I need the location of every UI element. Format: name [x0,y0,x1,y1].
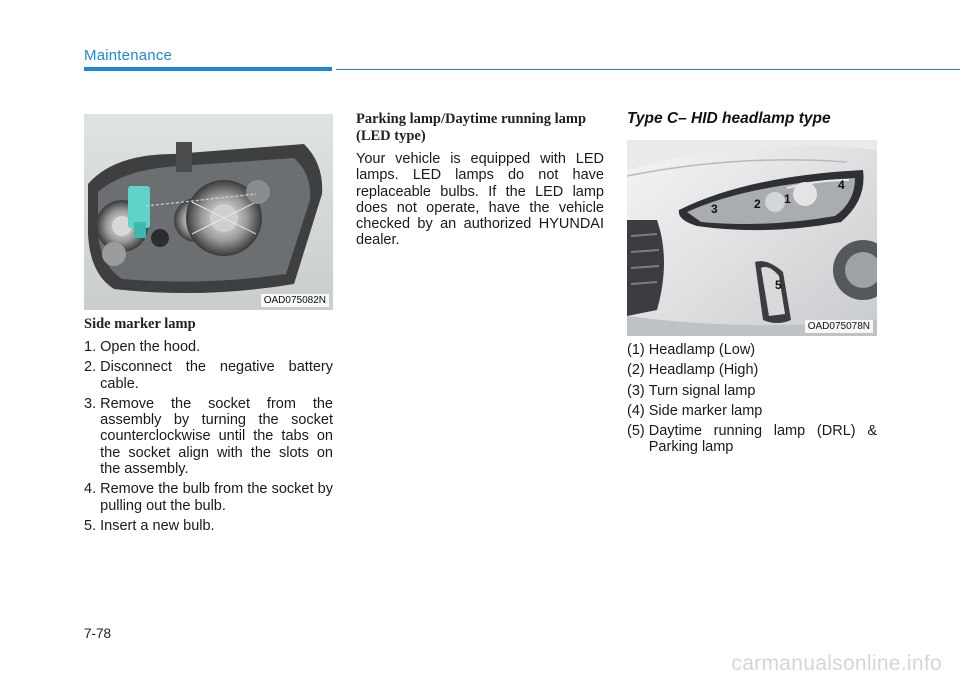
figure-code-left: OAD075082N [261,294,329,307]
side-marker-heading: Side marker lamp [84,316,196,332]
callout-3: 3 [711,202,718,216]
side-marker-steps [84,339,333,534]
figure-code-right: OAD075078N [805,320,873,333]
part-item: (4) Side marker lamp [627,402,763,419]
headlamp-front-figure [627,140,877,336]
step-item: 5. Insert a new bulb. [84,517,215,534]
middle-column [356,111,604,249]
callout-2: 2 [754,197,761,211]
section-title: Maintenance [84,47,173,64]
watermark-text: carmanualsonline.info [731,652,942,675]
headlamp-assembly-figure [84,114,333,310]
step-item: 4. Remove the bulb from the socket by pulling out the bulb. [84,481,333,514]
right-column [627,342,877,460]
callout-1: 1 [784,192,791,206]
callout-4: 4 [838,178,845,192]
header-rule-thick [84,67,332,71]
parking-lamp-heading: Parking lamp/Daytime running lamp (LED type) [356,111,587,144]
right-column-heading-wrap [627,110,877,128]
part-item: (2) Headlamp (High) [627,362,759,379]
headlamp-assembly-illustration [84,114,333,310]
page-number: 7-78 [84,626,112,641]
step-item: 3. Remove the socket from the assembly by turning the socket counterclockwise until the tabs on the socket align with the slots on the assembly. [84,395,333,478]
callout-5: 5 [775,278,782,292]
hid-headlamp-heading: Type C– HID headlamp type [627,110,831,127]
parking-lamp-body: Your vehicle is equipped with LED lamps. LED lamps do not have replaceable bulbs. If the LED lamp does not operate, have the vehicle checked by an authorized HYUNDAI dealer. [356,151,604,249]
step-item: 2. Disconnect the negative battery cable. [84,359,333,392]
part-item: (3) Turn signal lamp [627,382,756,399]
left-column [84,316,333,538]
header-rule-thin [336,69,960,70]
car-front-illustration [627,140,877,336]
part-item: (5) Daytime running lamp (DRL) & Parking lamp [627,423,877,456]
part-item: (1) Headlamp (Low) [627,342,756,358]
headlamp-parts-list [627,342,877,456]
step-item: 1. Open the hood. [84,339,201,355]
